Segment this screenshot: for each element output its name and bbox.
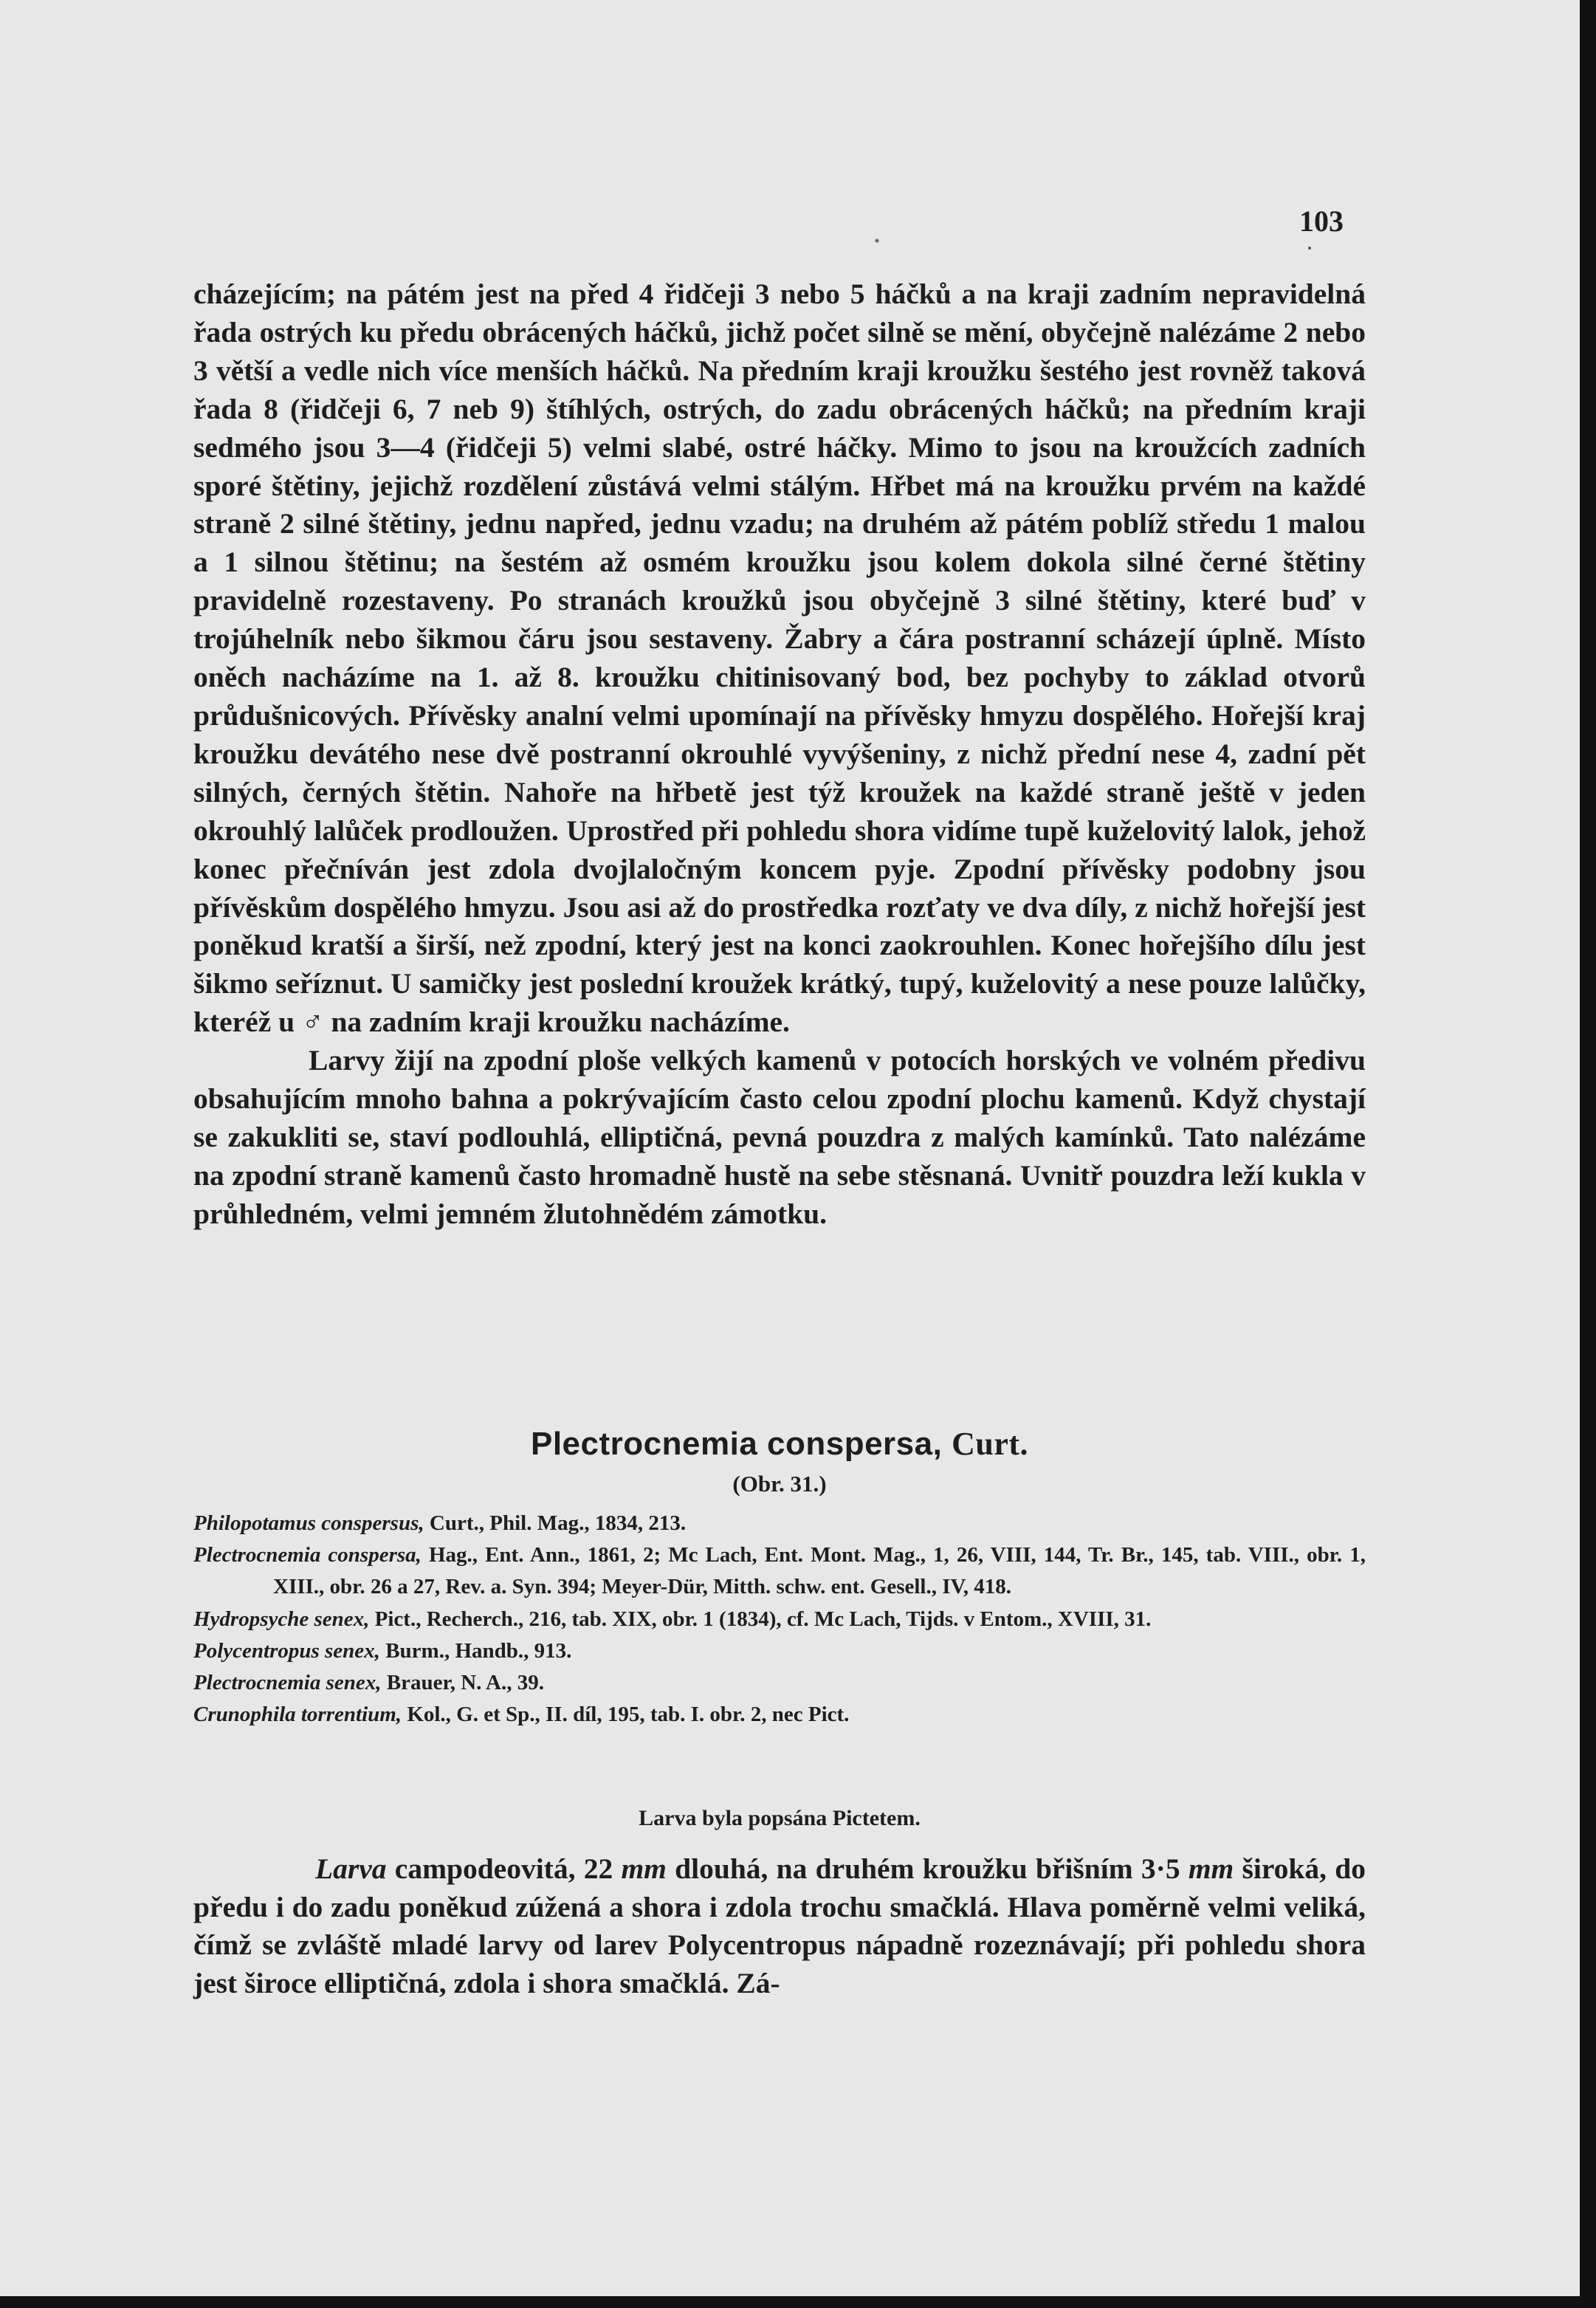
synonym-taxon: Plectrocnemia senex, — [193, 1671, 382, 1695]
synonym-taxon: Philopotamus conspersus, — [193, 1511, 424, 1535]
described-note: Larva byla popsána Pictetem. — [639, 1806, 921, 1830]
unit-mm: mm — [1188, 1852, 1234, 1885]
paragraph-habitat: Larvy žijí na zpodní ploše velkých kamenů v potocích horských ve volném předivu obsahujícím mnoho bahna a pokrývajícím často celou zpodní plochu kamenů. Když chystají se zakukliti se, staví podlouhlá, elliptičná, pevná pouzdra z malých kamínků. Tato nalézáme na zpodní straně kamenů často hromadně hustě na sebe stěsnaná. Uvnitř pouzdra leží kukla v průhledném, velmi jemném žlutohnědém zámotku. — [193, 1044, 1366, 1230]
larva-text-part: campodeovitá, 22 — [386, 1852, 622, 1885]
species-name: Plectrocnemia conspersa, — [530, 1426, 943, 1462]
synonym-taxon: Polycentropus senex, — [193, 1638, 380, 1663]
synonym-taxon: Plectrocnemia conspersa, — [193, 1543, 422, 1567]
synonym-reference: Kol., G. et Sp., II. díl, 195, tab. I. obr. 2, nec Pict. — [407, 1703, 850, 1727]
synonym-reference: Burm., Handb., 913. — [385, 1638, 572, 1663]
figure-reference: (Obr. 31.) — [732, 1471, 827, 1497]
unit-mm: mm — [621, 1852, 667, 1885]
synonym-taxon: Hydropsyche senex, — [193, 1607, 370, 1631]
larva-text-part: dlouhá, na druhém kroužku břišním 3·5 — [666, 1852, 1189, 1885]
larva-text-part: široká, do předu i do zadu poněkud zúžená a shora i zdola trochu smačklá. Hlava poměrně velmi veliká, čímž se zvláště mladé larvy od larev Polycentropus nápadně rozeznávají; při pohledu shora jest široce elliptičná, zdola i shora smačklá. Zá- — [193, 1852, 1366, 1999]
species-author: Curt. — [952, 1426, 1029, 1462]
paragraph-continuation: cházejícím; na pátém jest na před 4 řidčeji 3 nebo 5 háčků a na kraji zadním nepravidelná řada ostrých ku předu obrácených háčků, jichž počet silně se mění, obyčejně nalézáme 2 nebo 3 větší a vedle nich více menších háčků. Na předním kraji kroužku šestého jest rovněž taková řada 8 (řidčeji 6, 7 neb 9) štíhlých, ostrých, do zadu obrácených háčků; na předním kraji sedmého jsou 3—4 (řidčeji 5) velmi slabé, ostré háčky. Mimo to jsou na kroužcích zadních sporé štětiny, jejichž rozdělení zůstává velmi stálým. Hřbet má na kroužku prvém na každé straně 2 silné štětiny, jednu napřed, jednu vzadu; na druhém až pátém poblíž středu 1 malou a 1 silnou štětinu; na šestém až osmém kroužku jsou kolem dokola silné černé štětiny pravidelně rozestaveny. Po stranách kroužků jsou obyčejně 3 silné štětiny, které buď v trojúhelník nebo šikmou čáru jsou sestaveny. Žabry a čára postranní scházejí úplně. Místo oněch nacházíme na 1. až 8. kroužku chitinisovaný bod, bez pochyby to základ otvorů průdušnicových. Přívěsky analní velmi upomínají na přívěsky hmyzu dospělého. Hořejší kraj kroužku devátého nese dvě postranní okrouhlé vyvýšeniny, z nichž přední nese 4, zadní pět silných, černých štětin. Nahoře na hřbetě jest týž kroužek na každé straně ještě v jeden okrouhlý lalůček prodloužen. Uprostřed při pohledu shora vidíme tupě kuželovitý lalok, jehož konec přečníván jest zdola dvojlaločným koncem pyje. Zpodní přívěsky podobny jsou přívěskům dospělého hmyzu. Jsou asi až do prostředka rozťaty ve dva díly, z nichž hořejší jest poněkud kratší a širší, než zpodní, který jest na konci zaokrouhlen. Konec hořejšího dílu jest šikmo seříznut. U samičky jest poslední kroužek krátký, tupý, kuželovitý a nese pouze lalůčky, kteréž u ♂ na zadním kraji kroužku nacházíme. — [193, 278, 1366, 1039]
synonym-taxon: Crunophila torrentium, — [193, 1703, 402, 1727]
page-number: 103 — [1299, 205, 1344, 238]
synonym-reference: Hag., Ent. Ann., 1861, 2; Mc Lach, Ent. Mont. Mag., 1, 26, VIII, 144, Tr. Br., 145, tab. VIII., obr. 1, XIII., obr. 26 a 27, Rev. a. Syn. 394; Meyer-Dür, Mitth. schw. ent. Gesell., IV, 418. — [273, 1543, 1366, 1599]
synonym-reference: Curt., Phil. Mag., 1834, 213. — [429, 1511, 687, 1535]
scan-speck — [876, 239, 879, 243]
larva-lead: Larva — [315, 1852, 387, 1885]
synonym-reference: Brauer, N. A., 39. — [386, 1671, 544, 1695]
synonym-reference: Pict., Recherch., 216, tab. XIX, obr. 1 (1834), cf. Mc Lach, Tijds. v Entom., XVIII, 31. — [374, 1607, 1152, 1631]
scan-speck — [1308, 247, 1311, 250]
